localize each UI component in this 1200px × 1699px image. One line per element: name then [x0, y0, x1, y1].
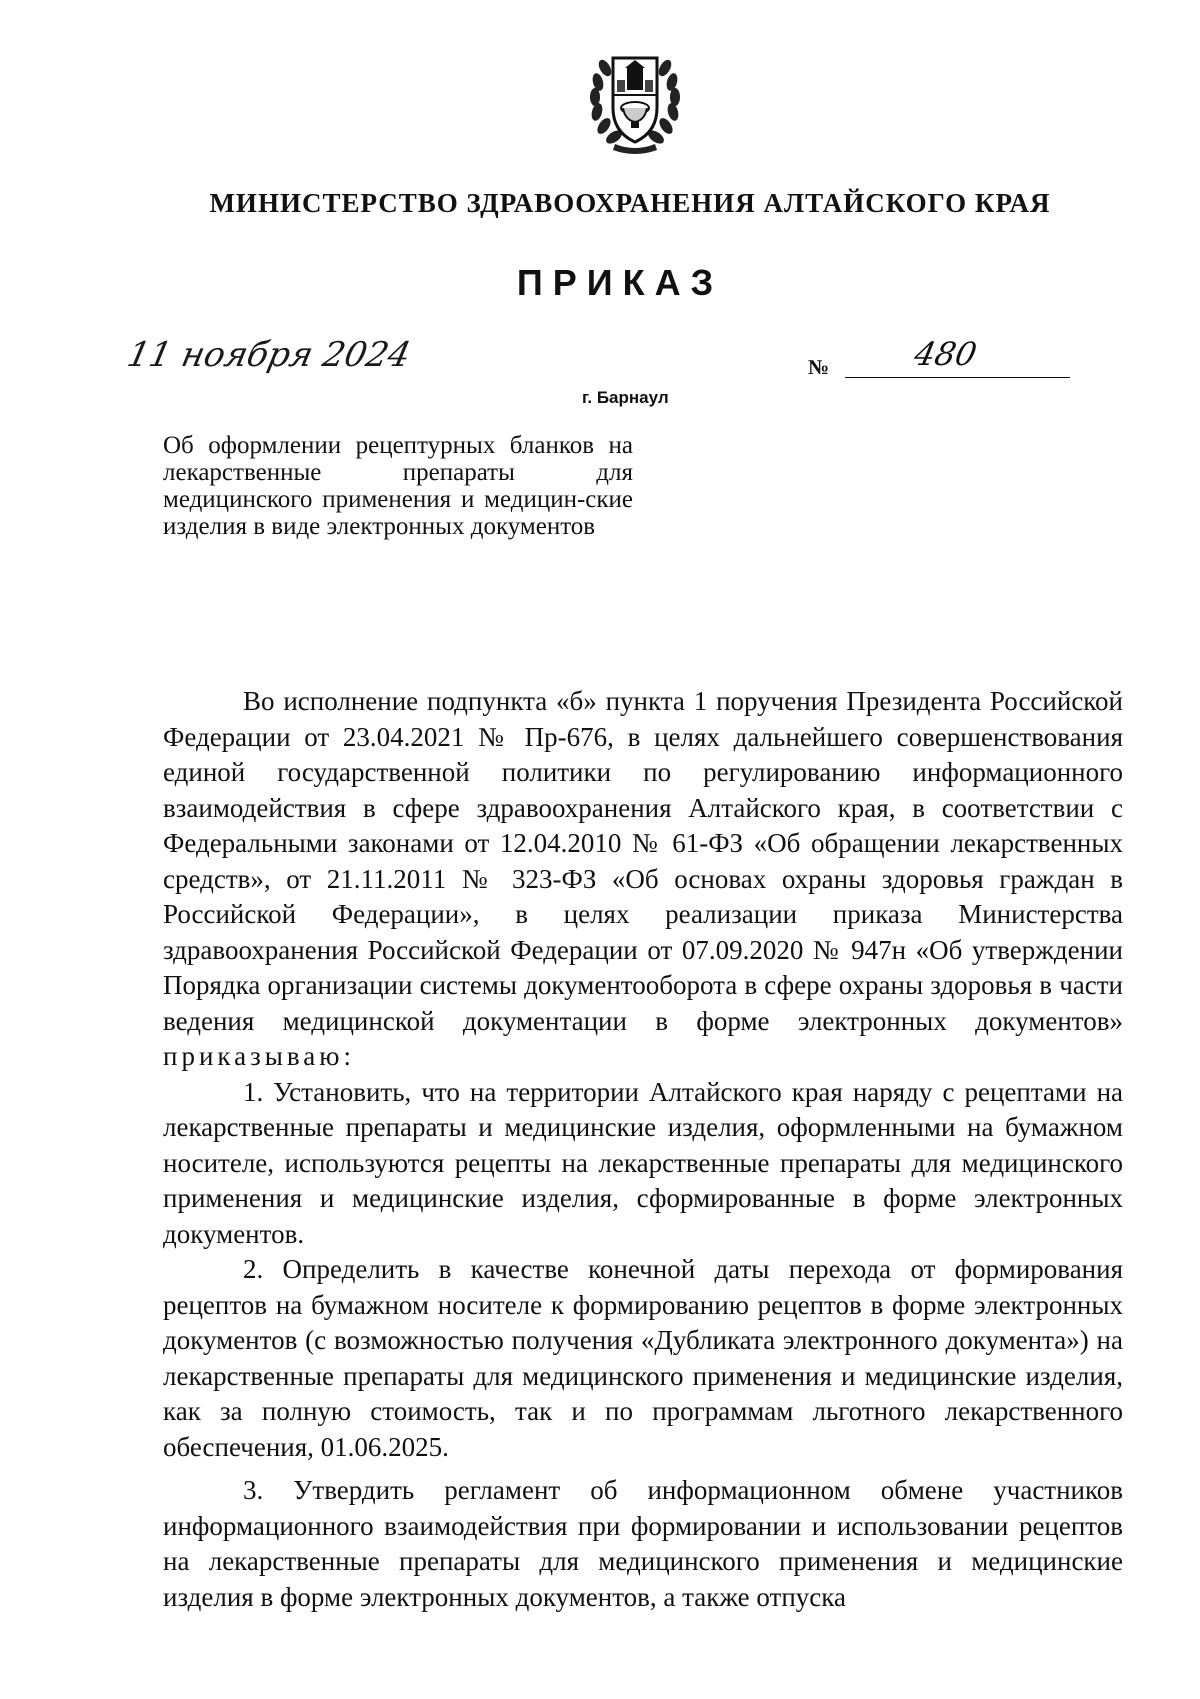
preamble-paragraph — [163, 684, 1123, 1075]
order-word: приказываю: — [163, 1041, 355, 1071]
document-type-title: ПРИКАЗ — [516, 262, 724, 303]
city-name: г. Барнаул — [582, 388, 669, 407]
coat-of-arms-emblem — [565, 40, 705, 160]
order-number-underline — [845, 377, 1070, 378]
order-number-label: № — [808, 355, 830, 379]
handwritten-order-number: 480 — [910, 335, 981, 373]
handwritten-date: 11 ноября 2024 — [123, 335, 415, 375]
order-item-3: 3. Утвердить регламент об информационном обмене участников информационного взаимодействия при формировании и использовании рецептов на лекарственные препараты для медицинского применения и медицинские изделия в форме электронных документов, а также отпуска — [163, 1475, 1123, 1612]
order-body — [163, 684, 1123, 1615]
order-item-1: 1. Установить, что на территории Алтайского края наряду с рецептами на лекарственные препараты и медицинские изделия, оформленными на бумажном носителе, используются рецепты на лекарственные препараты для медицинского применения и медицинские изделия, сформированные в форме электронных документов. — [163, 1076, 1123, 1249]
preamble-text: Во исполнение подпункта «б» пункта 1 поручения Президента Российской Федерации от 23.04.2021 № Пр-676, в целях дальнейшего совершенствования единой государственной политики по регулированию информационного взаимодействия в сфере здравоохранения Алтайского края, в соответствии с Федеральными законами от 12.04.2010 № 61-ФЗ «Об обращении лекарственных средств», от 21.11.2011 № 323-ФЗ «Об основах охраны здоровья граждан в Российской Федерации», в целях реализации приказа Министерства здравоохранения Российской Федерации от 07.09.2020 № 947н «Об утверждении Порядка организации системы документооборота в сфере охраны здоровья в части ведения медицинской документации в форме электронных документов» — [163, 686, 1123, 1036]
order-subject: Об оформлении рецептурных бланков на лекарственные препараты для медицинского применения и медицин-ские изделия в виде электронных документов — [163, 432, 633, 540]
altai-krai-coat-of-arms-icon — [565, 40, 705, 160]
ministry-name: МИНИСТЕРСТВО ЗДРАВООХРАНЕНИЯ АЛТАЙСКОГО КРАЯ — [209, 188, 1051, 218]
order-item-2: 2. Определить в качестве конечной даты перехода от формирования рецептов на бумажном носителе к формированию рецептов в форме электронных документов (с возможностью получения «Дубликата электронного документа») на лекарственные препараты для медицинского применения и медицинские изделия, как за полную стоимость, так и по программам льготного лекарственного обеспечения, 01.06.2025. — [163, 1254, 1123, 1462]
